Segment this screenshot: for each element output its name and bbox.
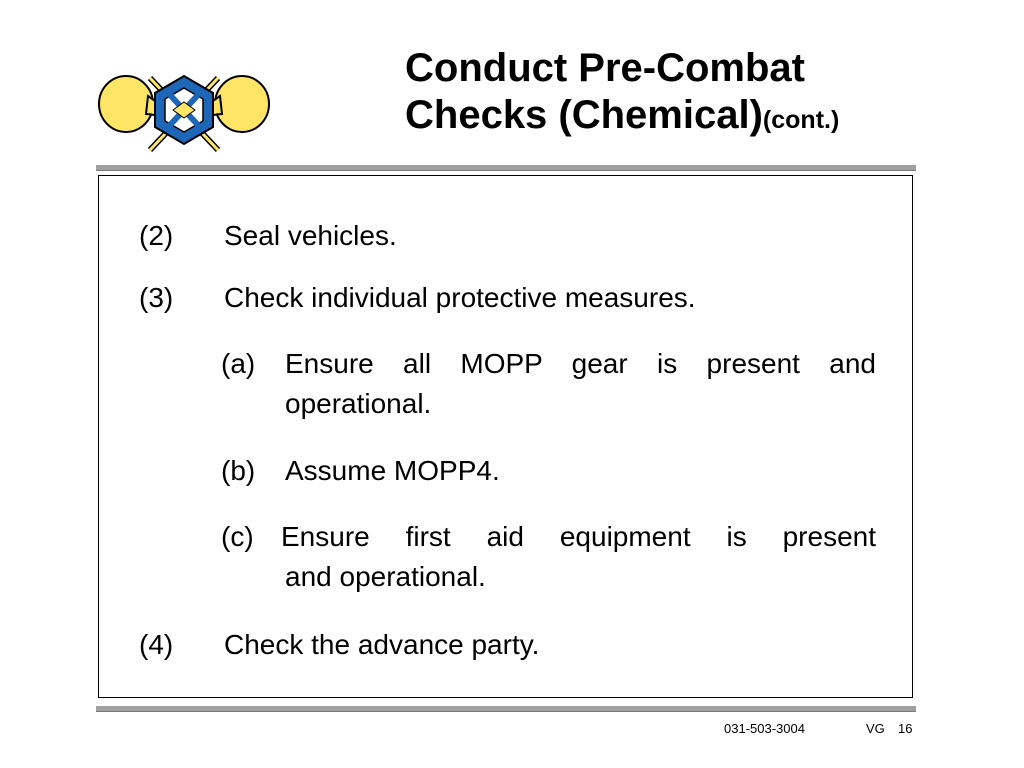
footer-course-code: 031-503-3004	[724, 721, 805, 736]
footer-page-number: 16	[898, 721, 913, 736]
top-divider	[96, 165, 916, 171]
item-number: (4)	[139, 629, 174, 660]
item-text-line-1: Ensure first aid equipment is present	[281, 521, 876, 552]
item-text: Check individual protective measures.	[224, 282, 696, 313]
slide-title	[405, 45, 965, 144]
item-text-line-1: Ensure all MOPP gear is present and	[285, 348, 876, 379]
item-text: Seal vehicles.	[224, 220, 397, 251]
item-text-line-2: operational.	[285, 388, 432, 419]
item-number: (c)	[221, 521, 254, 552]
bottom-divider	[96, 706, 916, 712]
content-box	[98, 175, 913, 698]
title-line-2-text: Checks (Chemical)	[405, 93, 763, 137]
item-number: (3)	[139, 282, 174, 313]
item-text: Assume MOPP4.	[285, 455, 500, 486]
item-number: (b)	[221, 455, 256, 486]
chemical-corps-logo	[96, 64, 272, 156]
item-text-line-2: and operational.	[285, 561, 486, 592]
title-line-1: Conduct Pre-Combat	[405, 46, 805, 90]
title-suffix: (cont.)	[762, 106, 840, 134]
item-number: (a)	[221, 348, 256, 379]
footer-vg-label: VG	[866, 721, 885, 736]
item-text: Check the advance party.	[224, 629, 540, 660]
item-number: (2)	[139, 220, 174, 251]
title-line-2	[405, 92, 965, 144]
